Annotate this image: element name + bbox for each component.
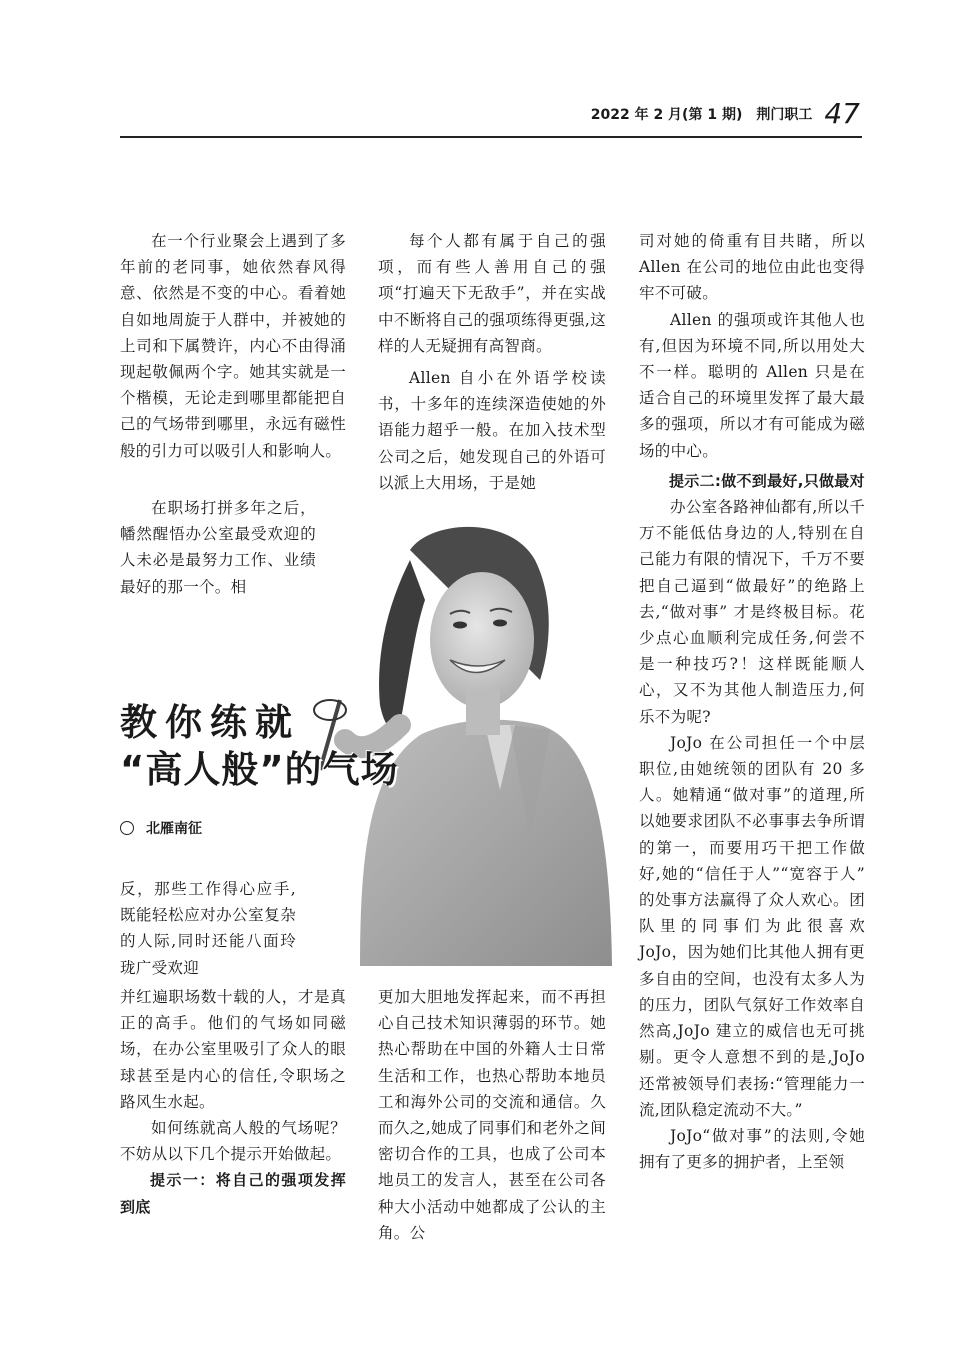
page-header (120, 96, 860, 130)
paragraph: Allen 自小在外语学校读书，十多年的连续深造使她的外语能力超乎一般。在加入技术型公司之后，她发现自己的外语可以派上大用场，于是她 (378, 369, 606, 492)
paragraph: 反，那些工作得心应手,既能轻松应对办公室复杂的人际,同时还能八面玲珑广受欢迎 (120, 880, 296, 977)
header-rule (120, 136, 862, 138)
column-1-top (120, 228, 346, 464)
article-title (120, 700, 460, 794)
author-line (120, 818, 202, 838)
column-2-bottom (378, 984, 606, 1246)
paragraph: 在职场打拼多年之后，幡然醒悟办公室最受欢迎的人未必是最努力工作、业绩最好的那一个。相 (120, 499, 316, 596)
paragraph: 在一个行业聚会上遇到了多年前的老同事，她依然春风得意、依然是不变的中心。看着她自如地周旋于人群中，并被她的上司和下属赞许，内心不由得涌现起敬佩两个字。她其实就是一个楷模，无论走到哪里都能把自己的气场带到哪里，永远有磁性般的引力可以吸引人和影响人。 (120, 232, 346, 460)
paragraph: 如何练就高人般的气场呢？不妨从以下几个提示开始做起。 (120, 1119, 346, 1164)
circle-icon (120, 821, 134, 835)
paragraph: 更加大胆地发挥起来，而不再担心自己技术知识薄弱的环节。她热心帮助在中国的外籍人士日常生活和工作，也热心帮助本地员工和海外公司的交流和通信。久而久之,她成了同事们和老外之间密切合作的工具，也成了公司本地员工的发言人，甚至在公司各种大小活动中她都成了公认的主角。公 (378, 988, 606, 1242)
column-2-top (378, 228, 606, 496)
magazine-name: 荆门职工 (756, 107, 813, 123)
paragraph: JoJo“做对事”的法则,令她拥有了更多的拥护者，上至领 (639, 1126, 865, 1172)
tip-heading-1: 提示一：将自己的强项发挥到底 (120, 1171, 346, 1216)
column-1-middle (120, 495, 316, 600)
author-name: 北雁南征 (146, 821, 202, 837)
paragraph: Allen 的强项或许其他人也有,但因为环境不同,所以用处大不一样。聪明的 Allen 只是在适合自己的环境里发挥了最大最多的强项，所以才有可能成为磁场的中心。 (639, 310, 865, 460)
paragraph: 每个人都有属于自己的强项，而有些人善用自己的强项“打遍天下无敌手”，并在实战中不断将自己的强项练得更强,这样的人无疑拥有高智商。 (378, 232, 606, 355)
column-1-wrap (120, 876, 296, 981)
column-3 (639, 228, 865, 1175)
paragraph: JoJo 在公司担任一个中层职位,由她统领的团队有 20 多人。她精通“做对事”的道理,所以她要求团队不必事事去争所谓的第一，而要用巧干把工作做好,她的“信任于人”“宽容于人” 的处事方法赢得了众人欢心。团队里的同事们为此很喜欢 JoJo，因为她们比其他人拥有更多自由的空间，也没有太多人为的压力，团队气氛好工作效率自然高,JoJo 建立的威信也无可挑剔。更令人意想不到的是,JoJo 还常被领导们表扬:“管理能力一流,团队稳定流动不大。” (639, 733, 865, 1119)
paragraph: 并红遍职场数十载的人，才是真正的高手。他们的气场如同磁场，在办公室里吸引了众人的眼球甚至是内心的信任,令职场之路风生水起。 (120, 988, 346, 1111)
title-line-1: 教你练就 (120, 701, 300, 744)
issue-date: 2022 年 2 月(第 1 期) (590, 107, 743, 123)
title-line-2: “高人般”的气场 (120, 748, 399, 791)
paragraph: 办公室各路神仙都有,所以千万不能低估身边的人,特别在自己能力有限的情况下，千万不要把自己逼到“做最好”的绝路上去,“做对事” 才是终极目标。花少点心血顺利完成任务,何尝不是一种技巧?！这样既能顺人心，又不为其他人制造压力,何乐不为呢? (639, 498, 865, 726)
page-number: 47 (824, 97, 860, 130)
tip-heading-2: 提示二:做不到最好,只做最对 (669, 471, 865, 490)
paragraph: 司对她的倚重有目共睹，所以 Allen 在公司的地位由此也变得牢不可破。 (639, 232, 865, 303)
column-1-bottom (120, 984, 346, 1220)
